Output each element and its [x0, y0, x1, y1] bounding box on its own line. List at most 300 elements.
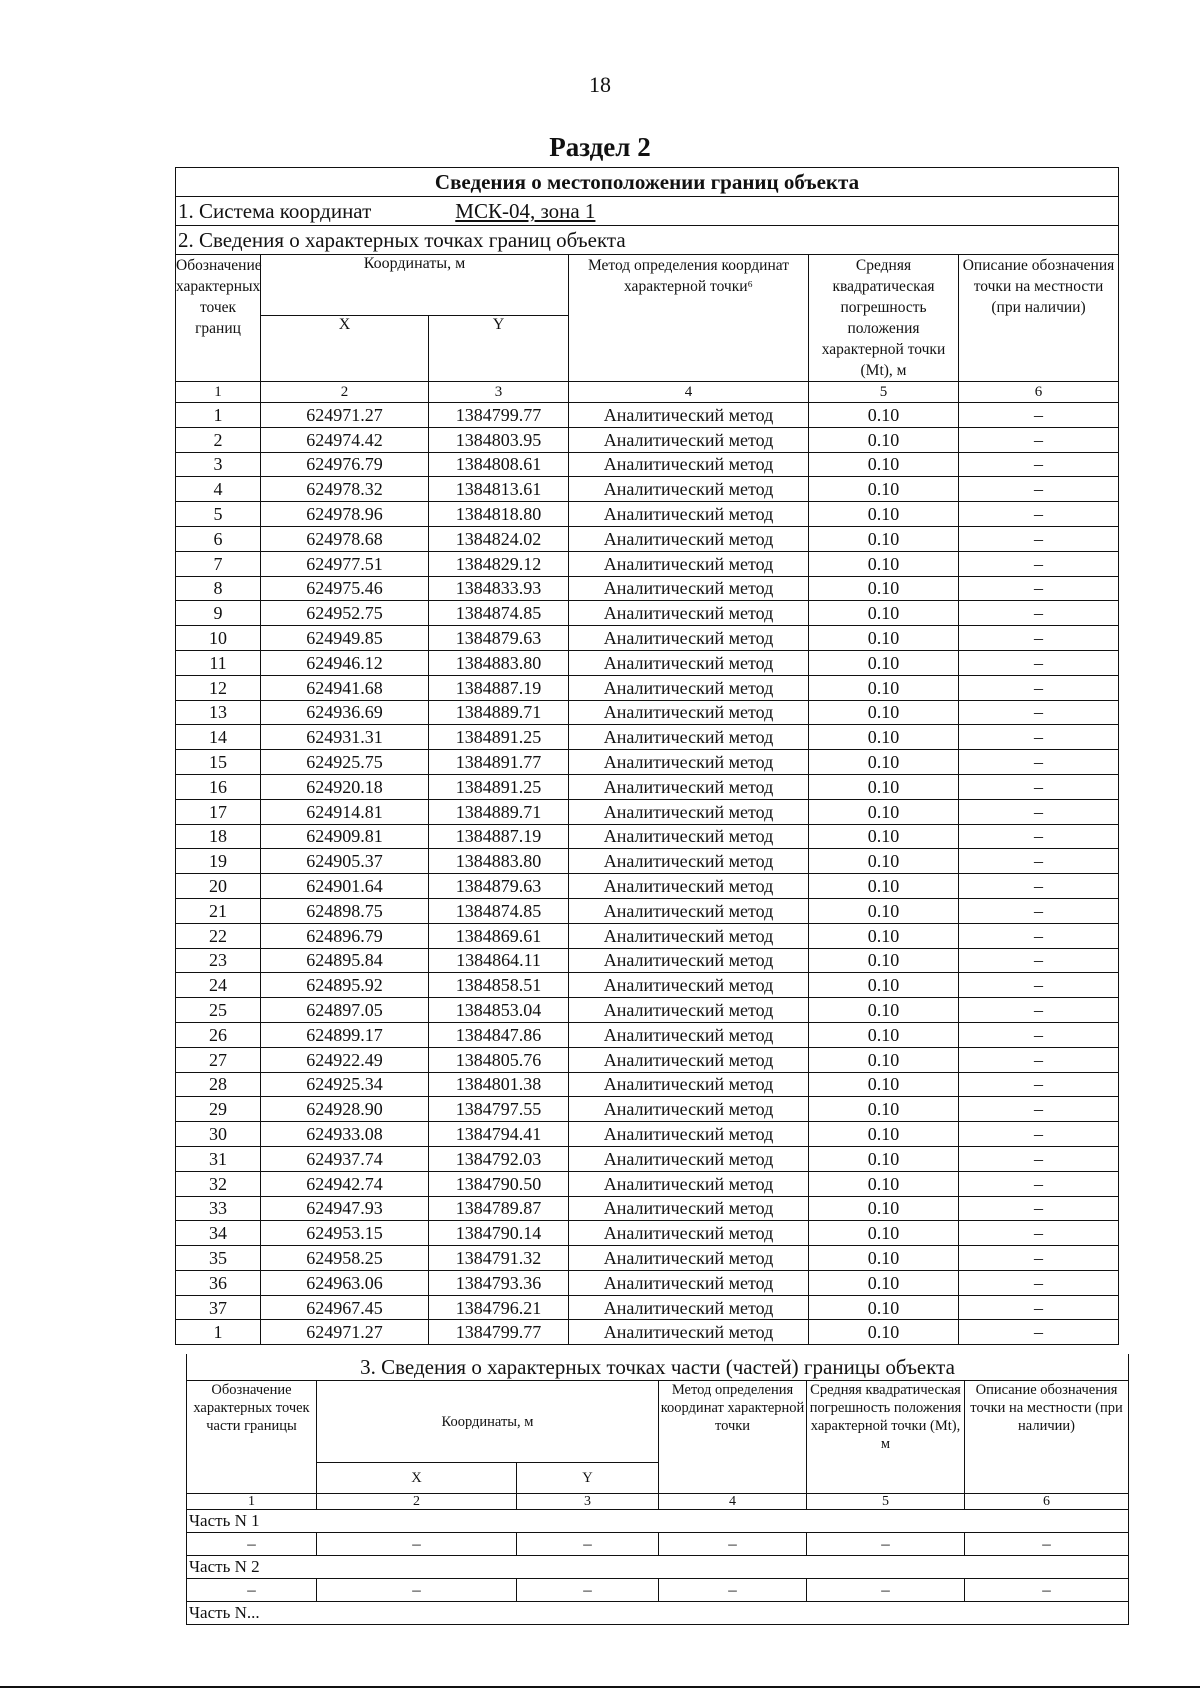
coord-y: 1384879.63 [429, 874, 569, 899]
error: 0.10 [809, 452, 959, 477]
error: 0.10 [809, 874, 959, 899]
column-number: 6 [959, 382, 1119, 403]
method: Аналитический метод [569, 576, 809, 601]
method: Аналитический метод [569, 601, 809, 626]
error: 0.10 [809, 849, 959, 874]
method: Аналитический метод [569, 1072, 809, 1097]
point-id: 5 [176, 502, 261, 527]
header-method: Метод определения координат характерной точки⁶ [569, 255, 809, 382]
description: – [959, 1146, 1119, 1171]
point-id: 23 [176, 948, 261, 973]
method: Аналитический метод [569, 650, 809, 675]
table-row [176, 973, 1119, 998]
coord-x: 624941.68 [261, 675, 429, 700]
point-id: 14 [176, 725, 261, 750]
coord-x: 624909.81 [261, 824, 429, 849]
coord-y: 1384883.80 [429, 849, 569, 874]
description: – [959, 1295, 1119, 1320]
coord-x: 624933.08 [261, 1122, 429, 1147]
coord-y: 1384792.03 [429, 1146, 569, 1171]
point-id: 27 [176, 1047, 261, 1072]
parts-header-method: Метод определения координат характерной точки [659, 1381, 807, 1494]
method: Аналитический метод [569, 824, 809, 849]
part-coord-x: – [317, 1579, 517, 1602]
coord-y: 1384864.11 [429, 948, 569, 973]
description: – [959, 898, 1119, 923]
point-id: 33 [176, 1196, 261, 1221]
method: Аналитический метод [569, 1171, 809, 1196]
error: 0.10 [809, 477, 959, 502]
point-id: 10 [176, 626, 261, 651]
error: 0.10 [809, 1122, 959, 1147]
point-id: 32 [176, 1171, 261, 1196]
error: 0.10 [809, 973, 959, 998]
coord-x: 624899.17 [261, 1022, 429, 1047]
error: 0.10 [809, 1246, 959, 1271]
method: Аналитический метод [569, 998, 809, 1023]
table-row [176, 1196, 1119, 1221]
coordinate-system-row [176, 197, 1119, 226]
part-coord-x: – [317, 1533, 517, 1556]
part-data-row [187, 1533, 1129, 1556]
description: – [959, 601, 1119, 626]
method: Аналитический метод [569, 898, 809, 923]
coord-x: 624925.34 [261, 1072, 429, 1097]
error: 0.10 [809, 948, 959, 973]
error: 0.10 [809, 626, 959, 651]
coordinate-system-label: 1. Система координат [178, 199, 372, 223]
table-row [176, 1221, 1119, 1246]
method: Аналитический метод [569, 973, 809, 998]
description: – [959, 526, 1119, 551]
error: 0.10 [809, 898, 959, 923]
table-row [176, 626, 1119, 651]
method: Аналитический метод [569, 1022, 809, 1047]
parts-header-y: Y [517, 1463, 659, 1494]
coord-x: 624953.15 [261, 1221, 429, 1246]
coord-x: 624937.74 [261, 1146, 429, 1171]
part-method: – [659, 1533, 807, 1556]
description: – [959, 1246, 1119, 1271]
coord-y: 1384887.19 [429, 824, 569, 849]
table-title: Сведения о местоположении границ объекта [176, 168, 1119, 197]
table-row [176, 898, 1119, 923]
method: Аналитический метод [569, 1097, 809, 1122]
description: – [959, 973, 1119, 998]
parts-header-coordinates: Координаты, м [317, 1381, 659, 1463]
table-row [176, 576, 1119, 601]
error: 0.10 [809, 774, 959, 799]
description: – [959, 725, 1119, 750]
column-numbers-row [176, 382, 1119, 403]
error: 0.10 [809, 601, 959, 626]
coord-y: 1384797.55 [429, 1097, 569, 1122]
parts-header-designation: Обозначение характерных точек части границы [187, 1381, 317, 1494]
table-row [176, 601, 1119, 626]
error: 0.10 [809, 750, 959, 775]
error: 0.10 [809, 403, 959, 428]
error: 0.10 [809, 998, 959, 1023]
coord-x: 624978.32 [261, 477, 429, 502]
description: – [959, 1097, 1119, 1122]
table-row [176, 477, 1119, 502]
error: 0.10 [809, 1047, 959, 1072]
description: – [959, 1171, 1119, 1196]
table-row [176, 502, 1119, 527]
description: – [959, 477, 1119, 502]
points-section-title: 2. Сведения о характерных точках границ объекта [176, 226, 1119, 255]
method: Аналитический метод [569, 725, 809, 750]
method: Аналитический метод [569, 1270, 809, 1295]
column-number: 5 [809, 382, 959, 403]
error: 0.10 [809, 1171, 959, 1196]
column-number: 4 [569, 382, 809, 403]
error: 0.10 [809, 1146, 959, 1171]
table-row [176, 1146, 1119, 1171]
description: – [959, 626, 1119, 651]
coord-y: 1384796.21 [429, 1295, 569, 1320]
coord-x: 624928.90 [261, 1097, 429, 1122]
coord-x: 624958.25 [261, 1246, 429, 1271]
coord-x: 624925.75 [261, 750, 429, 775]
description: – [959, 923, 1119, 948]
table-row [176, 948, 1119, 973]
coord-x: 624931.31 [261, 725, 429, 750]
description: – [959, 1320, 1119, 1345]
description: – [959, 774, 1119, 799]
description: – [959, 874, 1119, 899]
parts-column-number: 1 [187, 1494, 317, 1510]
point-id: 36 [176, 1270, 261, 1295]
method: Аналитический метод [569, 774, 809, 799]
page-bottom-rule [0, 1686, 1200, 1688]
table-row [176, 403, 1119, 428]
error: 0.10 [809, 1072, 959, 1097]
table-row [176, 1270, 1119, 1295]
method: Аналитический метод [569, 874, 809, 899]
description: – [959, 403, 1119, 428]
header-y: Y [429, 316, 569, 382]
coord-y: 1384799.77 [429, 403, 569, 428]
section-title: Раздел 2 [549, 132, 651, 162]
error: 0.10 [809, 923, 959, 948]
part-coord-y: – [517, 1533, 659, 1556]
coord-y: 1384808.61 [429, 452, 569, 477]
part-label: Часть N 2 [187, 1556, 1129, 1579]
coordinate-system-value: МСК-04, зона 1 [455, 199, 596, 223]
coord-x: 624978.68 [261, 526, 429, 551]
point-id: 35 [176, 1246, 261, 1271]
description: – [959, 1196, 1119, 1221]
error: 0.10 [809, 1097, 959, 1122]
coord-x: 624947.93 [261, 1196, 429, 1221]
coord-x: 624920.18 [261, 774, 429, 799]
description: – [959, 427, 1119, 452]
coord-y: 1384803.95 [429, 427, 569, 452]
coord-y: 1384858.51 [429, 973, 569, 998]
part-description: – [965, 1579, 1129, 1602]
method: Аналитический метод [569, 675, 809, 700]
point-id: 3 [176, 452, 261, 477]
table-row [176, 427, 1119, 452]
coord-x: 624895.84 [261, 948, 429, 973]
method: Аналитический метод [569, 849, 809, 874]
coord-y: 1384794.41 [429, 1122, 569, 1147]
parts-column-number: 4 [659, 1494, 807, 1510]
error: 0.10 [809, 502, 959, 527]
parts-column-number: 2 [317, 1494, 517, 1510]
method: Аналитический метод [569, 799, 809, 824]
error: 0.10 [809, 700, 959, 725]
table-row [176, 1295, 1119, 1320]
coord-y: 1384829.12 [429, 551, 569, 576]
method: Аналитический метод [569, 477, 809, 502]
description: – [959, 452, 1119, 477]
coord-x: 624946.12 [261, 650, 429, 675]
method: Аналитический метод [569, 923, 809, 948]
parts-section-title: 3. Сведения о характерных точках части (частей) границы объекта [187, 1354, 1129, 1381]
error: 0.10 [809, 824, 959, 849]
point-id: 9 [176, 601, 261, 626]
error: 0.10 [809, 1196, 959, 1221]
error: 0.10 [809, 799, 959, 824]
parts-header-error: Средняя квадратическая погрешность положения характерной точки (Mt), м [807, 1381, 965, 1494]
method: Аналитический метод [569, 1320, 809, 1345]
coord-y: 1384805.76 [429, 1047, 569, 1072]
point-id: 26 [176, 1022, 261, 1047]
point-id: 15 [176, 750, 261, 775]
error: 0.10 [809, 427, 959, 452]
error: 0.10 [809, 1022, 959, 1047]
coord-x: 624905.37 [261, 849, 429, 874]
description: – [959, 998, 1119, 1023]
coord-x: 624977.51 [261, 551, 429, 576]
table-row [176, 750, 1119, 775]
table-row [176, 799, 1119, 824]
description: – [959, 849, 1119, 874]
coord-y: 1384789.87 [429, 1196, 569, 1221]
coord-x: 624914.81 [261, 799, 429, 824]
coord-x: 624967.45 [261, 1295, 429, 1320]
coord-x: 624942.74 [261, 1171, 429, 1196]
table-row [176, 725, 1119, 750]
point-id: 24 [176, 973, 261, 998]
point-id: 1 [176, 1320, 261, 1345]
error: 0.10 [809, 675, 959, 700]
coord-x: 624952.75 [261, 601, 429, 626]
coord-x: 624936.69 [261, 700, 429, 725]
point-id: 6 [176, 526, 261, 551]
description: – [959, 650, 1119, 675]
description: – [959, 502, 1119, 527]
table-row [176, 1022, 1119, 1047]
point-id: 13 [176, 700, 261, 725]
coord-x: 624971.27 [261, 403, 429, 428]
parts-column-numbers-row [187, 1494, 1129, 1510]
table-row [176, 1246, 1119, 1271]
method: Аналитический метод [569, 427, 809, 452]
error: 0.10 [809, 576, 959, 601]
coord-x: 624949.85 [261, 626, 429, 651]
coord-y: 1384889.71 [429, 700, 569, 725]
coord-y: 1384874.85 [429, 898, 569, 923]
error: 0.10 [809, 650, 959, 675]
coord-y: 1384790.50 [429, 1171, 569, 1196]
description: – [959, 824, 1119, 849]
table-row [176, 824, 1119, 849]
coord-y: 1384889.71 [429, 799, 569, 824]
coord-y: 1384869.61 [429, 923, 569, 948]
point-id: 37 [176, 1295, 261, 1320]
coord-x: 624978.96 [261, 502, 429, 527]
point-id: 18 [176, 824, 261, 849]
point-id: 1 [176, 403, 261, 428]
method: Аналитический метод [569, 1146, 809, 1171]
description: – [959, 948, 1119, 973]
coord-y: 1384801.38 [429, 1072, 569, 1097]
error: 0.10 [809, 526, 959, 551]
point-id: 16 [176, 774, 261, 799]
table-row [176, 700, 1119, 725]
coord-x: 624975.46 [261, 576, 429, 601]
error: 0.10 [809, 1295, 959, 1320]
error: 0.10 [809, 1320, 959, 1345]
table-row [176, 526, 1119, 551]
description: – [959, 1047, 1119, 1072]
table-row [176, 998, 1119, 1023]
boundary-points-table [175, 167, 1119, 1345]
coord-x: 624901.64 [261, 874, 429, 899]
coord-y: 1384818.80 [429, 502, 569, 527]
coord-y: 1384883.80 [429, 650, 569, 675]
description: – [959, 551, 1119, 576]
part-coord-y: – [517, 1579, 659, 1602]
point-id: 4 [176, 477, 261, 502]
parts-column-number: 3 [517, 1494, 659, 1510]
coord-x: 624896.79 [261, 923, 429, 948]
part-point-id: – [187, 1533, 317, 1556]
coord-y: 1384891.25 [429, 725, 569, 750]
point-id: 8 [176, 576, 261, 601]
parts-header-x: X [317, 1463, 517, 1494]
method: Аналитический метод [569, 1047, 809, 1072]
method: Аналитический метод [569, 626, 809, 651]
header-error: Средняя квадратическая погрешность положения характерной точки (Mt), м [809, 255, 959, 382]
header-coordinates: Координаты, м [261, 255, 569, 316]
point-id: 20 [176, 874, 261, 899]
table-row [176, 1122, 1119, 1147]
table-row [176, 1171, 1119, 1196]
coord-x: 624897.05 [261, 998, 429, 1023]
coord-x: 624971.27 [261, 1320, 429, 1345]
point-id: 29 [176, 1097, 261, 1122]
table-row [176, 923, 1119, 948]
part-point-id: – [187, 1579, 317, 1602]
error: 0.10 [809, 551, 959, 576]
coord-y: 1384793.36 [429, 1270, 569, 1295]
point-id: 17 [176, 799, 261, 824]
table-row [176, 1072, 1119, 1097]
method: Аналитический метод [569, 750, 809, 775]
point-id: 2 [176, 427, 261, 452]
coord-y: 1384824.02 [429, 526, 569, 551]
coord-x: 624895.92 [261, 973, 429, 998]
method: Аналитический метод [569, 1295, 809, 1320]
header-designation: Обозначение характерных точек границ [176, 255, 261, 382]
description: – [959, 576, 1119, 601]
part-label-last: Часть N... [187, 1602, 1129, 1625]
coord-y: 1384833.93 [429, 576, 569, 601]
column-number: 2 [261, 382, 429, 403]
table-row [176, 1097, 1119, 1122]
coord-x: 624976.79 [261, 452, 429, 477]
description: – [959, 1022, 1119, 1047]
table-row [176, 675, 1119, 700]
method: Аналитический метод [569, 1221, 809, 1246]
coord-y: 1384891.25 [429, 774, 569, 799]
part-label-row [187, 1602, 1129, 1625]
point-id: 7 [176, 551, 261, 576]
coord-x: 624974.42 [261, 427, 429, 452]
point-id: 31 [176, 1146, 261, 1171]
method: Аналитический метод [569, 551, 809, 576]
description: – [959, 750, 1119, 775]
coord-y: 1384791.32 [429, 1246, 569, 1271]
error: 0.10 [809, 1270, 959, 1295]
part-label-row [187, 1510, 1129, 1533]
header-description: Описание обозначения точки на местности (при наличии) [959, 255, 1119, 382]
description: – [959, 1072, 1119, 1097]
description: – [959, 799, 1119, 824]
description: – [959, 1270, 1119, 1295]
table-row [176, 774, 1119, 799]
part-data-row [187, 1579, 1129, 1602]
table-row [176, 874, 1119, 899]
column-number: 1 [176, 382, 261, 403]
coord-y: 1384887.19 [429, 675, 569, 700]
coord-x: 624898.75 [261, 898, 429, 923]
method: Аналитический метод [569, 700, 809, 725]
table-row [176, 1320, 1119, 1345]
coord-y: 1384799.77 [429, 1320, 569, 1345]
coord-x: 624922.49 [261, 1047, 429, 1072]
point-id: 22 [176, 923, 261, 948]
description: – [959, 700, 1119, 725]
table-row [176, 1047, 1119, 1072]
page-number: 18 [589, 72, 611, 97]
error: 0.10 [809, 1221, 959, 1246]
coord-y: 1384790.14 [429, 1221, 569, 1246]
part-method: – [659, 1579, 807, 1602]
method: Аналитический метод [569, 403, 809, 428]
part-description: – [965, 1533, 1129, 1556]
table-row [176, 650, 1119, 675]
point-id: 11 [176, 650, 261, 675]
method: Аналитический метод [569, 948, 809, 973]
point-id: 30 [176, 1122, 261, 1147]
point-id: 28 [176, 1072, 261, 1097]
method: Аналитический метод [569, 452, 809, 477]
description: – [959, 675, 1119, 700]
coord-y: 1384879.63 [429, 626, 569, 651]
method: Аналитический метод [569, 1122, 809, 1147]
method: Аналитический метод [569, 1196, 809, 1221]
description: – [959, 1122, 1119, 1147]
header-x: X [261, 316, 429, 382]
parts-header-description: Описание обозначения точки на местности (при наличии) [965, 1381, 1129, 1494]
description: – [959, 1221, 1119, 1246]
coord-y: 1384853.04 [429, 998, 569, 1023]
